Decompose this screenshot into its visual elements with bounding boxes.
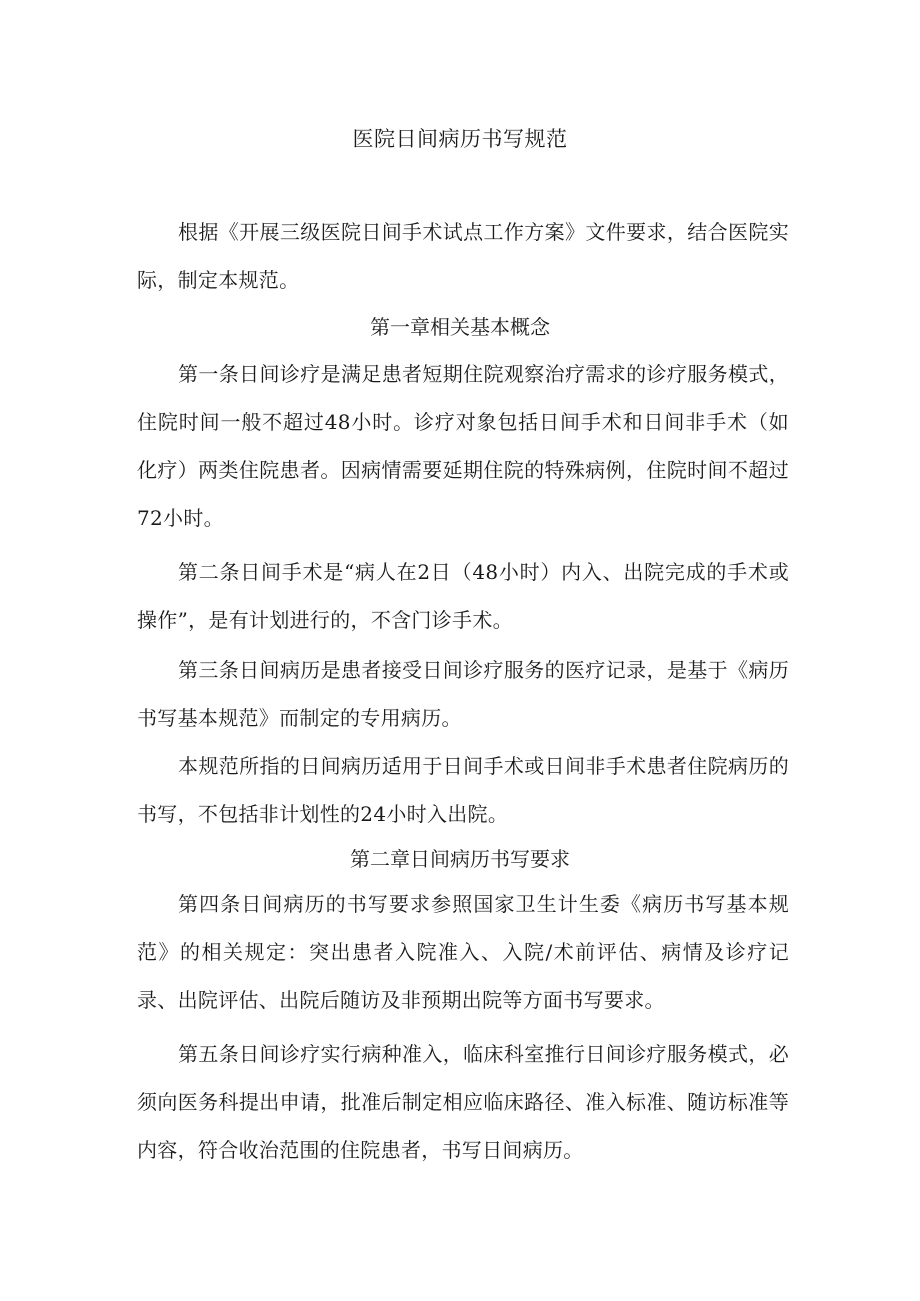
document-title: 医院日间病历书写规范 bbox=[352, 127, 568, 151]
article1-paragraph: 第一条日间诊疗是满足患者短期住院观察治疗需求的诊疗服务模式，住院时间一般不超过48小时。诊疗对象包括日间手术和日间非手术（如化疗）两类住院患者。因病情需要延期住院的特殊病例，住院时间不超过72小时。 bbox=[137, 362, 789, 530]
article3-paragraph: 第三条日间病历是患者接受日间诊疗服务的医疗记录，是基于《病历书写基本规范》而制定的专用病历。 bbox=[137, 658, 789, 730]
article4-paragraph: 第四条日间病历的书写要求参照国家卫生计生委《病历书写基本规范》的相关规定：突出患者入院准入、入院/术前评估、病情及诊疗记录、出院评估、出院后随访及非预期出院等方面书写要求。 bbox=[137, 892, 789, 1012]
chapter2-heading: 第二章日间病历书写要求 bbox=[350, 847, 570, 871]
article2-paragraph: 第二条日间手术是“病人在2日（48小时）内入、出院完成的手术或操作”，是有计划进行的，不含门诊手术。 bbox=[137, 560, 789, 632]
article5-paragraph: 第五条日间诊疗实行病种准入，临床科室推行日间诊疗服务模式，必须向医务科提出申请，批准后制定相应临床路径、准入标准、随访标准等内容，符合收治范围的住院患者，书写日间病历。 bbox=[137, 1042, 789, 1162]
scope-paragraph: 本规范所指的日间病历适用于日间手术或日间非手术患者住院病历的书写，不包括非计划性的24小时入出院。 bbox=[137, 754, 789, 826]
intro-paragraph: 根据《开展三级医院日间手术试点工作方案》文件要求，结合医院实际，制定本规范。 bbox=[137, 220, 789, 292]
chapter1-heading: 第一章相关基本概念 bbox=[370, 315, 550, 339]
